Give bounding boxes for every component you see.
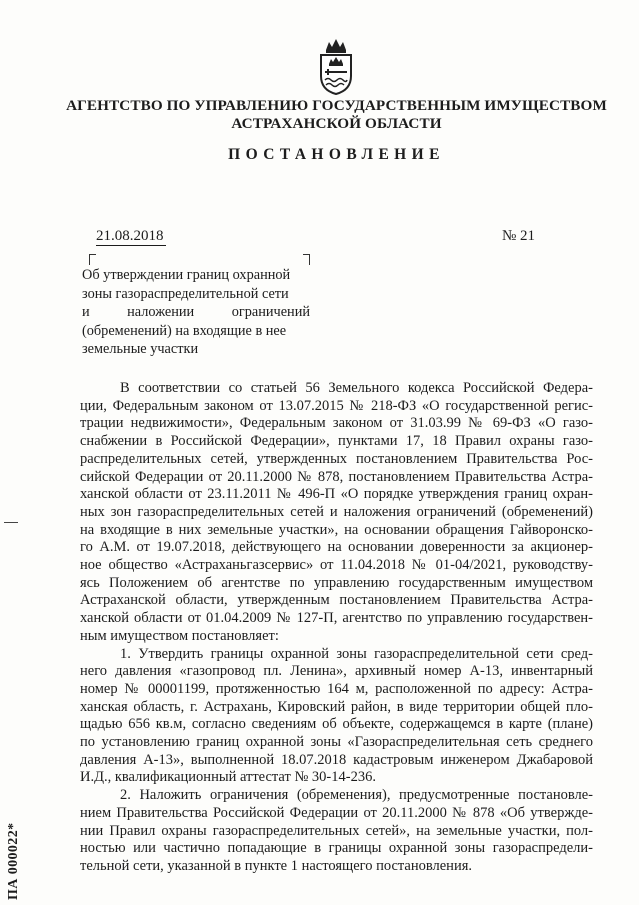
subject-bracket-right [303, 254, 310, 265]
body-line: ных зон газораспределительных сетей и наложения ограничений (обременений) [80, 503, 593, 520]
document-date: 21.08.2018 [96, 228, 164, 244]
body-line: 2. Наложить ограничения (обременения), предусмотренные постановле- [120, 787, 593, 804]
body-line: номер № 00001199, протяженностью 164 м, расположенной по адресу: Астра- [80, 680, 593, 697]
body-line: тельной сети, указанной в пункте 1 настоящего постановления. [80, 857, 472, 874]
subject-bracket-left [89, 254, 96, 265]
body-line: ясь Положением об агентстве по управлению государственным имуществом [80, 574, 593, 591]
body-line: го А.М. от 19.07.2018, действующего на основании доверенности за акционер- [80, 539, 593, 556]
agency-name [40, 97, 633, 132]
body-line: 1. Утвердить границы охранной зоны газораспределительной сети сред- [120, 645, 593, 662]
body-line: на входящие в них земельные участки», на основании обращения Гайворонско- [80, 521, 593, 538]
body-line: давления А-13», выполненной 18.07.2018 кадастровым инженером Джабаровой [80, 751, 593, 768]
body-line: нии Правил охраны газораспределительных сетей», на земельные участки, пол- [80, 822, 593, 839]
document-type: ПОСТАНОВЛЕНИЕ [228, 146, 445, 163]
margin-mark [4, 522, 18, 523]
body-line: ностью или частично попадающие в границы охранной зоны газораспредели- [80, 840, 593, 857]
body-line: нием Правительства Российской Федерации от 20.11.2000 № 878 «Об утвержде- [80, 804, 593, 821]
body-line: сийской Федерации от 20.11.2000 № 878, постановлением Правительства Астра- [80, 468, 593, 485]
subject-line: (обременений) на входящие в нее [82, 322, 287, 339]
body-line: снабжении в Российской Федерации», пунктами 17, 18 Правил охраны газо- [80, 433, 593, 450]
body-line: по установлению границ охранной зоны «Газораспределительная сеть среднего [80, 734, 593, 751]
subject-line: и наложении ограничений [82, 304, 310, 320]
body-line: Астраханской области, утвержденным постановлением Правительства Астра- [80, 592, 593, 609]
subject-line: Об утверждении границ охранной [82, 267, 291, 283]
body-line: него давления «газопровод пл. Ленина», архивный номер А-13, инвентарный [80, 663, 593, 680]
body-line: В соответствии со статьей 56 Земельного кодекса Российской Федера- [120, 380, 593, 396]
body-line: щадью 656 кв.м, согласно сведениям об объекте, содержащемся в карте (плане) [80, 716, 593, 733]
body-line: распределительных сетей, утвержденных постановлением Правительства Рос- [80, 450, 593, 467]
body-line: И.Д., квалификационный аттестат № 30-14-236. [80, 769, 376, 786]
body-line: трации недвижимости», Федеральным законом от 31.03.99 № 69-ФЗ «О газо- [80, 415, 593, 432]
body-line: ным имуществом постановляет: [80, 627, 279, 644]
margin-document-code: ПА 000022* [6, 822, 21, 900]
body-line: ханской области от 23.11.2011 № 496-П «О порядке утверждения границ охран- [80, 486, 593, 503]
coat-of-arms-icon [313, 38, 359, 96]
subject-line: зоны газораспределительной сети [82, 285, 289, 302]
document-number: № 21 [502, 228, 536, 244]
document-subject [82, 266, 310, 359]
subject-line: земельные участки [82, 341, 199, 357]
document-body [80, 380, 593, 876]
body-line: ханской области от 01.04.2009 № 127-П, агентство по управлению государствен- [80, 610, 593, 627]
body-line: ное общество «Астраханьгазсервис» от 11.04.2018 № 01-04/2021, руководству- [80, 557, 593, 574]
agency-name-line1: АГЕНТСТВО ПО УПРАВЛЕНИЮ ГОСУДАРСТВЕННЫМ ИМУЩЕСТВОМ [66, 97, 607, 114]
body-line: ции, Федеральным законом от 13.07.2015 № 218-ФЗ «О государственной регис- [80, 397, 593, 414]
agency-name-line2: АСТРАХАНСКОЙ ОБЛАСТИ [231, 114, 442, 132]
body-line: ханская область, г. Астрахань, Кировский район, в виде территории общей пло- [80, 698, 593, 715]
